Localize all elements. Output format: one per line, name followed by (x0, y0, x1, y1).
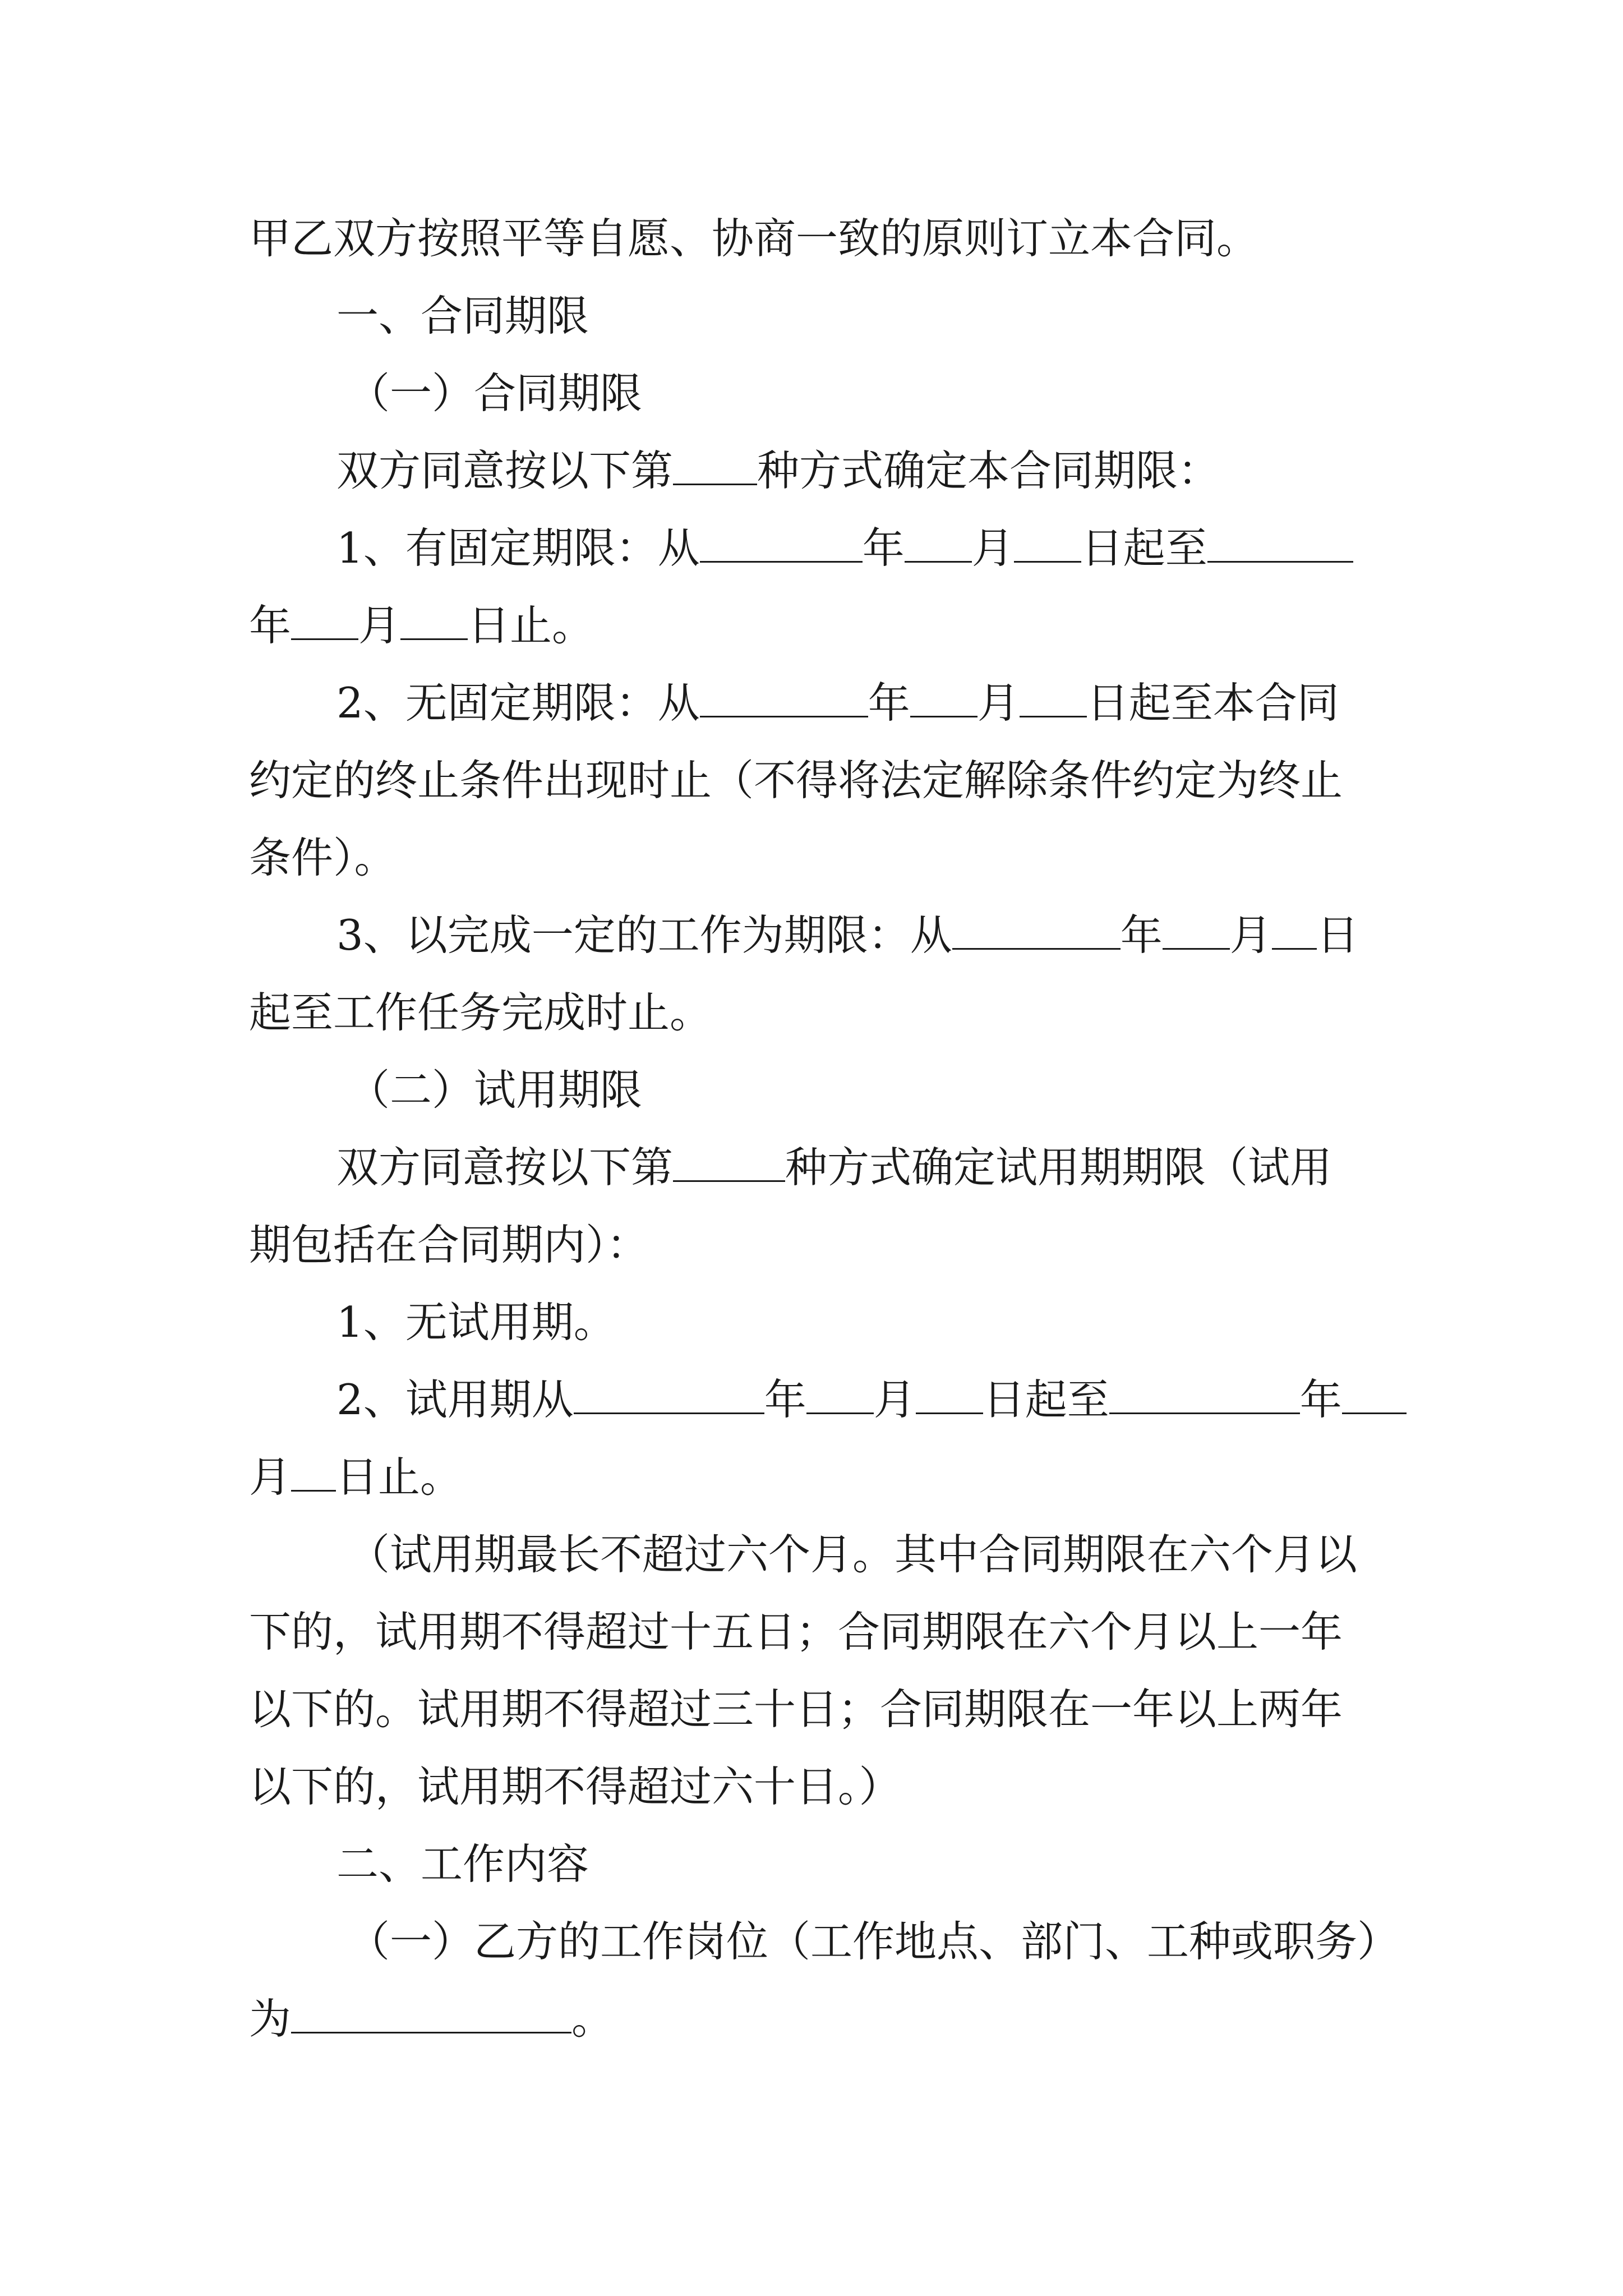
month-label: 月 (358, 601, 401, 650)
paragraph-text: 期包括在合同期内）： (249, 1220, 649, 1269)
start-month-blank[interactable] (905, 526, 972, 563)
section-heading (336, 1839, 1393, 1889)
section-heading-text: 二、工作内容 (336, 1839, 589, 1889)
probation-start-month-blank[interactable] (806, 1378, 874, 1414)
year-label: 年 (1299, 1375, 1342, 1424)
month-label: 月 (873, 1375, 916, 1424)
job-post-prefix: 为 (249, 1994, 292, 2044)
paragraph-line (348, 1916, 1400, 1967)
probation-method-line (336, 1142, 1393, 1193)
open-term-line (336, 678, 1393, 728)
paragraph-line (249, 755, 1393, 806)
probation-start-day-blank[interactable] (916, 1378, 983, 1414)
paragraph-line (249, 987, 1393, 1038)
probation-method-suffix: 种方式确定试用期期限（试用 (785, 1143, 1332, 1192)
paragraph-text: （一）乙方的工作岗位（工作地点、部门、工种或职务） (348, 1917, 1400, 1966)
paragraph-text: 起至工作任务完成时止。 (249, 988, 712, 1037)
task-start-month-blank[interactable] (1163, 913, 1230, 950)
year-label: 年 (764, 1375, 806, 1424)
paragraph-line (249, 832, 1393, 883)
day-end-label: 日止。 (468, 601, 594, 650)
paragraph-line (249, 1220, 1393, 1270)
job-post-blank[interactable] (291, 1997, 571, 2033)
probation-period-label: 2、试用期从 (336, 1375, 574, 1424)
term-method-line (336, 445, 1393, 496)
start-day-blank[interactable] (1014, 526, 1081, 563)
year-label: 年 (1120, 910, 1163, 960)
probation-end-day-blank[interactable] (291, 1455, 336, 1492)
probation-end-month-blank[interactable] (1342, 1378, 1407, 1414)
method-number-blank[interactable] (673, 449, 757, 485)
day-label: 日 (1316, 910, 1359, 960)
open-term-suffix: 日起至本合同 (1086, 678, 1339, 728)
paragraph-line (249, 1684, 1393, 1734)
probation-period-line (336, 1374, 1393, 1425)
paragraph-line (249, 1761, 1393, 1812)
probation-end-line (249, 1452, 1393, 1502)
month-label: 月 (1229, 910, 1272, 960)
open-start-month-blank[interactable] (910, 681, 978, 717)
year-label: 年 (862, 523, 905, 573)
intro-text: 甲乙双方按照平等自愿、协商一致的原则订立本合同。 (249, 214, 1259, 263)
month-label: 月 (977, 678, 1020, 728)
paragraph-text: 下的，试用期不得超过十五日；合同期限在六个月以上一年 (249, 1607, 1343, 1657)
probation-method-prefix: 双方同意按以下第 (336, 1143, 674, 1192)
probation-method-blank[interactable] (673, 1145, 785, 1182)
from-to-label: 日起至 (1081, 523, 1207, 573)
paragraph-text: （试用期最长不超过六个月。其中合同期限在六个月以 (348, 1530, 1358, 1579)
year-label: 年 (249, 601, 292, 650)
section-heading-text: 一、合同期限 (336, 291, 589, 341)
paragraph-text: 约定的终止条件出现时止（不得将法定解除条件约定为终止 (249, 756, 1343, 805)
paragraph-line (249, 1607, 1393, 1657)
month-label: 月 (971, 523, 1014, 573)
paragraph-text: 条件）。 (249, 833, 396, 882)
paragraph-text: 以下的，试用期不得超过六十日。） (249, 1762, 901, 1811)
open-start-year-blank[interactable] (700, 681, 868, 717)
month-label: 月 (249, 1452, 292, 1502)
subsection-heading (348, 368, 1393, 418)
section-heading (336, 291, 1393, 341)
end-day-blank[interactable] (400, 604, 468, 640)
paragraph-line (336, 1297, 1393, 1347)
job-post-line (249, 1994, 1393, 2044)
paragraph-text: 1、无试用期。 (336, 1297, 616, 1347)
subsection-heading (348, 1065, 1393, 1115)
job-post-suffix: 。 (571, 1994, 614, 2044)
subsection-heading-text: （一）合同期限 (348, 369, 643, 418)
task-term-label: 3、以完成一定的工作为期限：从 (336, 910, 952, 960)
term-method-prefix: 双方同意按以下第 (336, 446, 674, 495)
open-term-label: 2、无固定期限：从 (336, 678, 700, 728)
term-method-suffix: 种方式确定本合同期限： (757, 446, 1220, 495)
end-month-blank[interactable] (291, 604, 358, 640)
probation-end-year-blank[interactable] (1109, 1378, 1300, 1414)
paragraph-text: 以下的。试用期不得超过三十日；合同期限在一年以上两年 (249, 1685, 1343, 1734)
end-year-blank[interactable] (1207, 526, 1353, 563)
paragraph-line (348, 1529, 1393, 1580)
fixed-term-label: 1、有固定期限：从 (336, 523, 700, 573)
subsection-heading-text: （二）试用期限 (348, 1065, 643, 1115)
from-to-label: 日起至 (983, 1375, 1109, 1424)
fixed-term-end-line (249, 600, 1393, 651)
fixed-term-line (336, 523, 1393, 573)
task-start-day-blank[interactable] (1272, 913, 1317, 950)
day-end-label: 日止。 (336, 1452, 463, 1502)
year-label: 年 (868, 678, 910, 728)
task-start-year-blank[interactable] (952, 913, 1121, 950)
task-term-line (336, 910, 1393, 960)
start-year-blank[interactable] (700, 526, 863, 563)
open-start-day-blank[interactable] (1020, 681, 1087, 717)
probation-start-year-blank[interactable] (574, 1378, 764, 1414)
intro-line (249, 213, 1393, 264)
